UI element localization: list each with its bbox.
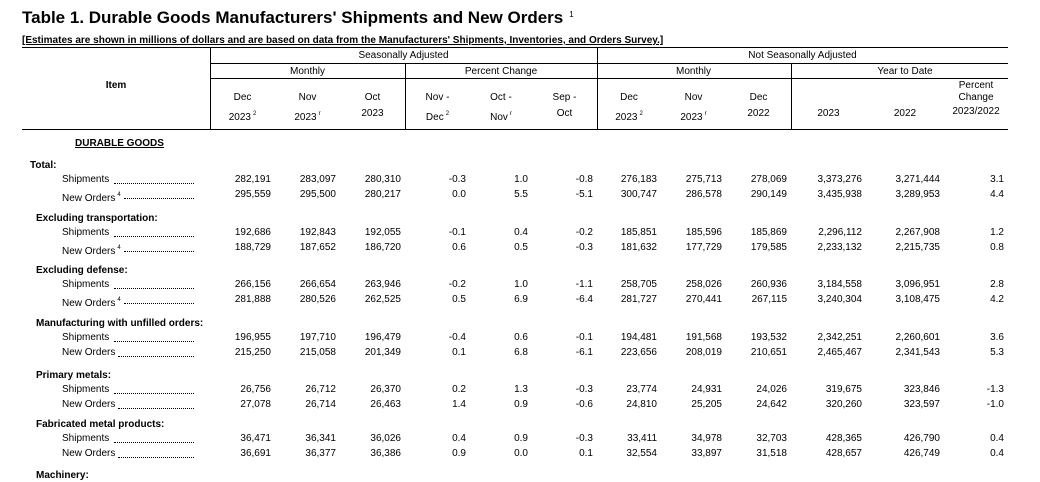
table-cell: 1.0 — [514, 174, 528, 185]
table-cell: 0.6 — [514, 332, 528, 343]
table-cell: 25,205 — [691, 399, 722, 410]
table-cell: 32,554 — [626, 448, 657, 459]
group-label-2: Excluding defense: — [36, 265, 128, 276]
table-cell: 270,441 — [685, 294, 722, 305]
table-cell: 260,936 — [750, 279, 787, 290]
table-cell: 26,756 — [240, 384, 271, 395]
table-cell: 186,720 — [364, 242, 401, 253]
section-durable-goods: DURABLE GOODS — [75, 138, 164, 149]
group-label-0: Total: — [30, 160, 57, 171]
row-footnote-mark: 4 — [117, 297, 121, 303]
table-cell: -0.3 — [575, 242, 593, 253]
table-title — [22, 8, 574, 28]
header-col-5-period: Oct — [556, 108, 573, 119]
table-cell: -0.1 — [575, 332, 593, 343]
monthly-ytd-rule-right — [597, 78, 1008, 79]
header-col-1-line2 — [275, 108, 340, 124]
header-col-2-period: 2023 — [361, 108, 384, 119]
table-cell: 281,888 — [234, 294, 271, 305]
row-label-text: New Orders — [62, 448, 116, 459]
table-cell: 290,149 — [750, 189, 787, 200]
table-cell: 185,851 — [620, 227, 657, 238]
table-cell: 26,370 — [370, 384, 401, 395]
table-cell: 280,526 — [299, 294, 336, 305]
table-cell: 6.9 — [514, 294, 528, 305]
table-cell: 201,349 — [364, 347, 401, 358]
table-cell: 258,705 — [620, 279, 657, 290]
table-cell: 0.8 — [990, 242, 1004, 253]
table-cell: 196,479 — [364, 332, 401, 343]
table-cell: 3,096,951 — [895, 279, 940, 290]
group-label-6: Machinery: — [36, 470, 89, 481]
table-cell: 187,652 — [299, 242, 336, 253]
table-cell: 280,310 — [364, 174, 401, 185]
table-cell: 0.1 — [579, 448, 593, 459]
table-cell: 23,774 — [626, 384, 657, 395]
row-label-text: New Orders — [62, 399, 116, 410]
table-cell: 267,115 — [751, 294, 787, 305]
leader-dots — [118, 407, 194, 409]
table-cell: 24,931 — [691, 384, 722, 395]
group-label-5: Fabricated metal products: — [36, 419, 165, 430]
table-cell: 0.4 — [990, 448, 1004, 459]
header-col-10-line2 — [866, 108, 944, 120]
header-monthly-sa: Monthly — [289, 66, 325, 77]
header-col-1-period: 2023 — [294, 112, 317, 123]
header-col-9-period: 2023 — [817, 108, 840, 119]
row-label — [62, 279, 109, 291]
sa-nsa-rule — [210, 63, 1008, 64]
header-col-pct-change-years: 2023/2022 — [952, 106, 1000, 117]
table-cell: -0.3 — [448, 174, 466, 185]
header-bottom-rule — [22, 129, 1008, 130]
row-label — [62, 294, 121, 310]
group-label-4: Primary metals: — [36, 370, 112, 381]
table-cell: 24,642 — [756, 399, 787, 410]
leader-dots — [114, 182, 194, 184]
table-cell: 2,342,251 — [817, 332, 862, 343]
table-cell: 33,411 — [627, 433, 657, 444]
leader-dots — [124, 250, 194, 252]
header-seasonally-adjusted: Seasonally Adjusted — [358, 50, 449, 61]
table-cell: 0.6 — [452, 242, 466, 253]
header-col-4-footnote: r — [509, 111, 512, 117]
table-cell: 36,691 — [240, 448, 271, 459]
header-col-5-line1: Sep - — [552, 92, 577, 103]
monthly-pct-rule-left — [210, 78, 597, 79]
header-col-6-footnote: 2 — [639, 111, 643, 117]
header-col-0-period: 2023 — [228, 112, 251, 123]
table-cell: 3,289,953 — [895, 189, 940, 200]
table-cell: 192,055 — [364, 227, 401, 238]
table-cell: 36,377 — [305, 448, 336, 459]
table-cell: 283,097 — [299, 174, 336, 185]
header-col-4-line1: Oct - — [490, 92, 512, 103]
header-col-3-footnote: 2 — [445, 111, 450, 117]
table-cell: 31,518 — [756, 448, 787, 459]
table-cell: 185,869 — [750, 227, 787, 238]
table-cell: 275,713 — [685, 174, 722, 185]
header-col-10-period: 2022 — [893, 108, 917, 119]
header-col-pct-change-l1: Change — [958, 92, 994, 103]
header-col-4-line2 — [470, 108, 532, 124]
table-cell: 0.5 — [452, 294, 466, 305]
table-cell: 32,703 — [756, 433, 787, 444]
table-cell: 3,373,276 — [817, 174, 862, 185]
table-cell: 323,597 — [903, 399, 940, 410]
table-cell: 177,729 — [685, 242, 722, 253]
table-cell: 36,026 — [370, 433, 401, 444]
group-label-3: Manufacturing with unfilled orders: — [36, 318, 204, 329]
table-cell: 319,675 — [825, 384, 862, 395]
table-cell: 191,568 — [685, 332, 722, 343]
leader-dots — [118, 355, 194, 357]
header-col-0-footnote: 2 — [252, 111, 257, 117]
table-cell: -0.1 — [448, 227, 466, 238]
row-label — [62, 242, 121, 258]
table-cell: 24,810 — [626, 399, 657, 410]
row-label — [62, 189, 121, 205]
table-cell: 188,729 — [234, 242, 271, 253]
row-label-text: Shipments — [62, 433, 110, 444]
table-cell: 276,183 — [620, 174, 657, 185]
table-cell: 215,058 — [299, 347, 336, 358]
table-cell: 2,296,112 — [818, 227, 862, 238]
table-cell: 0.0 — [452, 189, 466, 200]
table-cell: -0.2 — [575, 227, 593, 238]
header-col-7-period: 2023 — [680, 112, 703, 123]
header-col-7-footnote: r — [704, 111, 707, 117]
table-cell: 179,585 — [750, 242, 787, 253]
table-cell: 193,532 — [750, 332, 787, 343]
header-col-0-line1: Dec — [233, 92, 252, 103]
table-cell: 281,727 — [620, 294, 657, 305]
row-label-text: Shipments — [62, 227, 110, 238]
table-cell: 24,026 — [756, 384, 787, 395]
table-cell: 5.3 — [990, 347, 1004, 358]
row-label — [62, 347, 115, 359]
header-col-pct-change-l0: Percent — [958, 80, 994, 91]
table-cell: 3,240,304 — [817, 294, 862, 305]
table-cell: 278,069 — [750, 174, 787, 185]
table-cell: 426,790 — [903, 433, 940, 444]
table-cell: 428,657 — [825, 448, 862, 459]
header-col-8-line1: Dec — [749, 92, 768, 103]
table-cell: -1.1 — [575, 279, 593, 290]
table-cell: 210,651 — [750, 347, 787, 358]
row-label — [62, 227, 109, 239]
row-label-text: New Orders — [62, 246, 116, 257]
table-cell: 3.6 — [990, 332, 1004, 343]
table-cell: 0.4 — [452, 433, 466, 444]
table-cell: 4.4 — [990, 189, 1004, 200]
header-col-3-line1: Nov - — [425, 92, 450, 103]
table-cell: 215,250 — [234, 347, 271, 358]
table-cell: -1.0 — [986, 399, 1004, 410]
header-col-1-line1: Nov — [298, 92, 317, 103]
table-cell: 286,578 — [685, 189, 722, 200]
header-col-5-line2 — [532, 108, 597, 120]
header-col-4-period: Nov — [490, 112, 508, 123]
table-cell: -6.4 — [575, 294, 593, 305]
table-cell: 426,749 — [903, 448, 940, 459]
row-footnote-mark: 4 — [117, 245, 121, 251]
row-label — [62, 399, 115, 411]
leader-dots — [114, 441, 194, 443]
row-footnote-mark: 4 — [117, 192, 121, 198]
table-cell: -1.3 — [986, 384, 1004, 395]
title-footnote-mark: 1 — [569, 10, 574, 19]
table-cell: 26,712 — [305, 384, 336, 395]
table-cell: 300,747 — [620, 189, 657, 200]
header-year-to-date: Year to Date — [877, 66, 933, 77]
table-cell: 185,596 — [685, 227, 722, 238]
header-col-7-line1: Nov — [684, 92, 703, 103]
table-cell: 2.8 — [990, 279, 1004, 290]
table-cell: 0.9 — [514, 433, 528, 444]
header-percent-change: Percent Change — [464, 66, 538, 77]
row-label-text: New Orders — [62, 347, 116, 358]
table-cell: 263,946 — [364, 279, 401, 290]
table-cell: 6.8 — [514, 347, 528, 358]
table-cell: 33,897 — [691, 448, 722, 459]
header-col-0-line2 — [210, 108, 275, 124]
row-label-text: Shipments — [62, 174, 110, 185]
table-cell: -0.3 — [575, 433, 593, 444]
table-subtitle: [Estimates are shown in millions of dollars and are based on data from the Manufacturers' Shipments, Inventories, and Orders Survey.] — [22, 35, 664, 46]
header-col-7-line2 — [661, 108, 726, 124]
table-cell: 208,019 — [685, 347, 722, 358]
row-label-text: Shipments — [62, 279, 110, 290]
header-not-seasonally-adjusted: Not Seasonally Adjusted — [748, 50, 857, 61]
table-cell: 1.0 — [514, 279, 528, 290]
table-cell: 0.5 — [514, 242, 528, 253]
table-cell: -0.3 — [575, 384, 593, 395]
table-cell: 26,714 — [305, 399, 336, 410]
table-cell: 3,271,444 — [895, 174, 940, 185]
header-col-6-line2 — [597, 108, 661, 124]
row-label — [62, 332, 109, 344]
table-cell: 1.3 — [514, 384, 528, 395]
table-cell: -0.4 — [448, 332, 466, 343]
table-cell: 0.4 — [514, 227, 528, 238]
row-label-text: Shipments — [62, 384, 110, 395]
table-cell: 266,156 — [234, 279, 271, 290]
table-cell: 181,632 — [620, 242, 657, 253]
table-cell: 0.2 — [452, 384, 466, 395]
header-col-3-line2 — [405, 108, 470, 124]
table-cell: 266,654 — [299, 279, 336, 290]
table-cell: 4.2 — [990, 294, 1004, 305]
table-cell: 295,500 — [299, 189, 336, 200]
table-cell: 0.1 — [452, 347, 466, 358]
leader-dots — [114, 340, 194, 342]
header-col-9-line2 — [791, 108, 866, 120]
header-col-8-line2 — [726, 108, 791, 120]
row-label — [62, 448, 115, 460]
table-cell: 196,955 — [234, 332, 271, 343]
table-cell: 192,843 — [299, 227, 336, 238]
header-col-8-period: 2022 — [747, 108, 770, 119]
table-cell: 0.9 — [514, 399, 528, 410]
leader-dots — [118, 456, 194, 458]
table-cell: 2,341,543 — [895, 347, 940, 358]
table-cell: 1.4 — [452, 399, 466, 410]
group-label-1: Excluding transportation: — [36, 213, 158, 224]
header-col-1-footnote: r — [318, 111, 321, 117]
row-label — [62, 433, 109, 445]
leader-dots — [114, 287, 194, 289]
header-monthly-nsa: Monthly — [675, 66, 711, 77]
header-top-rule — [22, 47, 1008, 48]
table-cell: -0.2 — [448, 279, 466, 290]
table-cell: -5.1 — [575, 189, 593, 200]
header-col-2-line2 — [340, 108, 405, 120]
table-cell: 36,471 — [240, 433, 271, 444]
table-cell: 280,217 — [364, 189, 401, 200]
header-col-2-line1: Oct — [364, 92, 381, 103]
table-cell: 2,465,467 — [817, 347, 862, 358]
table-cell: -0.8 — [575, 174, 593, 185]
table-cell: 194,481 — [620, 332, 657, 343]
table-cell: 5.5 — [514, 189, 528, 200]
table-cell: 36,341 — [305, 433, 336, 444]
table-cell: 0.0 — [514, 448, 528, 459]
leader-dots — [124, 197, 194, 199]
header-col-3-period: Dec — [425, 112, 444, 123]
table-cell: 223,656 — [620, 347, 657, 358]
table-cell: 2,260,601 — [895, 332, 940, 343]
table-cell: 0.4 — [990, 433, 1004, 444]
leader-dots — [114, 235, 194, 237]
table-cell: 2,233,132 — [817, 242, 862, 253]
table-cell: 1.2 — [990, 227, 1004, 238]
table-cell: 262,525 — [364, 294, 401, 305]
table-title-text: Table 1. Durable Goods Manufacturers' Shipments and New Orders — [22, 8, 564, 27]
row-label-text: Shipments — [62, 332, 110, 343]
header-col-6-line1: Dec — [620, 92, 638, 103]
table-cell: 2,215,735 — [895, 242, 940, 253]
row-label-text: New Orders — [62, 193, 116, 204]
row-label — [62, 384, 109, 396]
table-cell: 3.1 — [990, 174, 1004, 185]
table-cell: 34,978 — [691, 433, 722, 444]
row-label — [62, 174, 109, 186]
table-cell: -0.6 — [575, 399, 593, 410]
header-item: Item — [105, 80, 127, 91]
table-cell: 2,267,908 — [895, 227, 940, 238]
table-cell: 197,710 — [299, 332, 336, 343]
table-cell: 27,078 — [240, 399, 271, 410]
table-cell: 36,386 — [370, 448, 401, 459]
table-cell: 320,260 — [825, 399, 862, 410]
table-cell: 0.9 — [452, 448, 466, 459]
row-label-text: New Orders — [62, 298, 116, 309]
leader-dots — [114, 392, 194, 394]
table-cell: 192,686 — [234, 227, 271, 238]
table-cell: 3,184,558 — [817, 279, 862, 290]
table-cell: 323,846 — [903, 384, 940, 395]
table-cell: 26,463 — [370, 399, 401, 410]
leader-dots — [124, 302, 194, 304]
table-cell: 282,191 — [234, 174, 271, 185]
table-cell: 3,108,475 — [895, 294, 940, 305]
header-col-6-period: 2023 — [615, 112, 638, 123]
table-cell: 295,559 — [234, 189, 271, 200]
table-cell: -6.1 — [575, 347, 593, 358]
table-cell: 3,435,938 — [817, 189, 862, 200]
table-cell: 428,365 — [825, 433, 862, 444]
table-cell: 258,026 — [685, 279, 722, 290]
